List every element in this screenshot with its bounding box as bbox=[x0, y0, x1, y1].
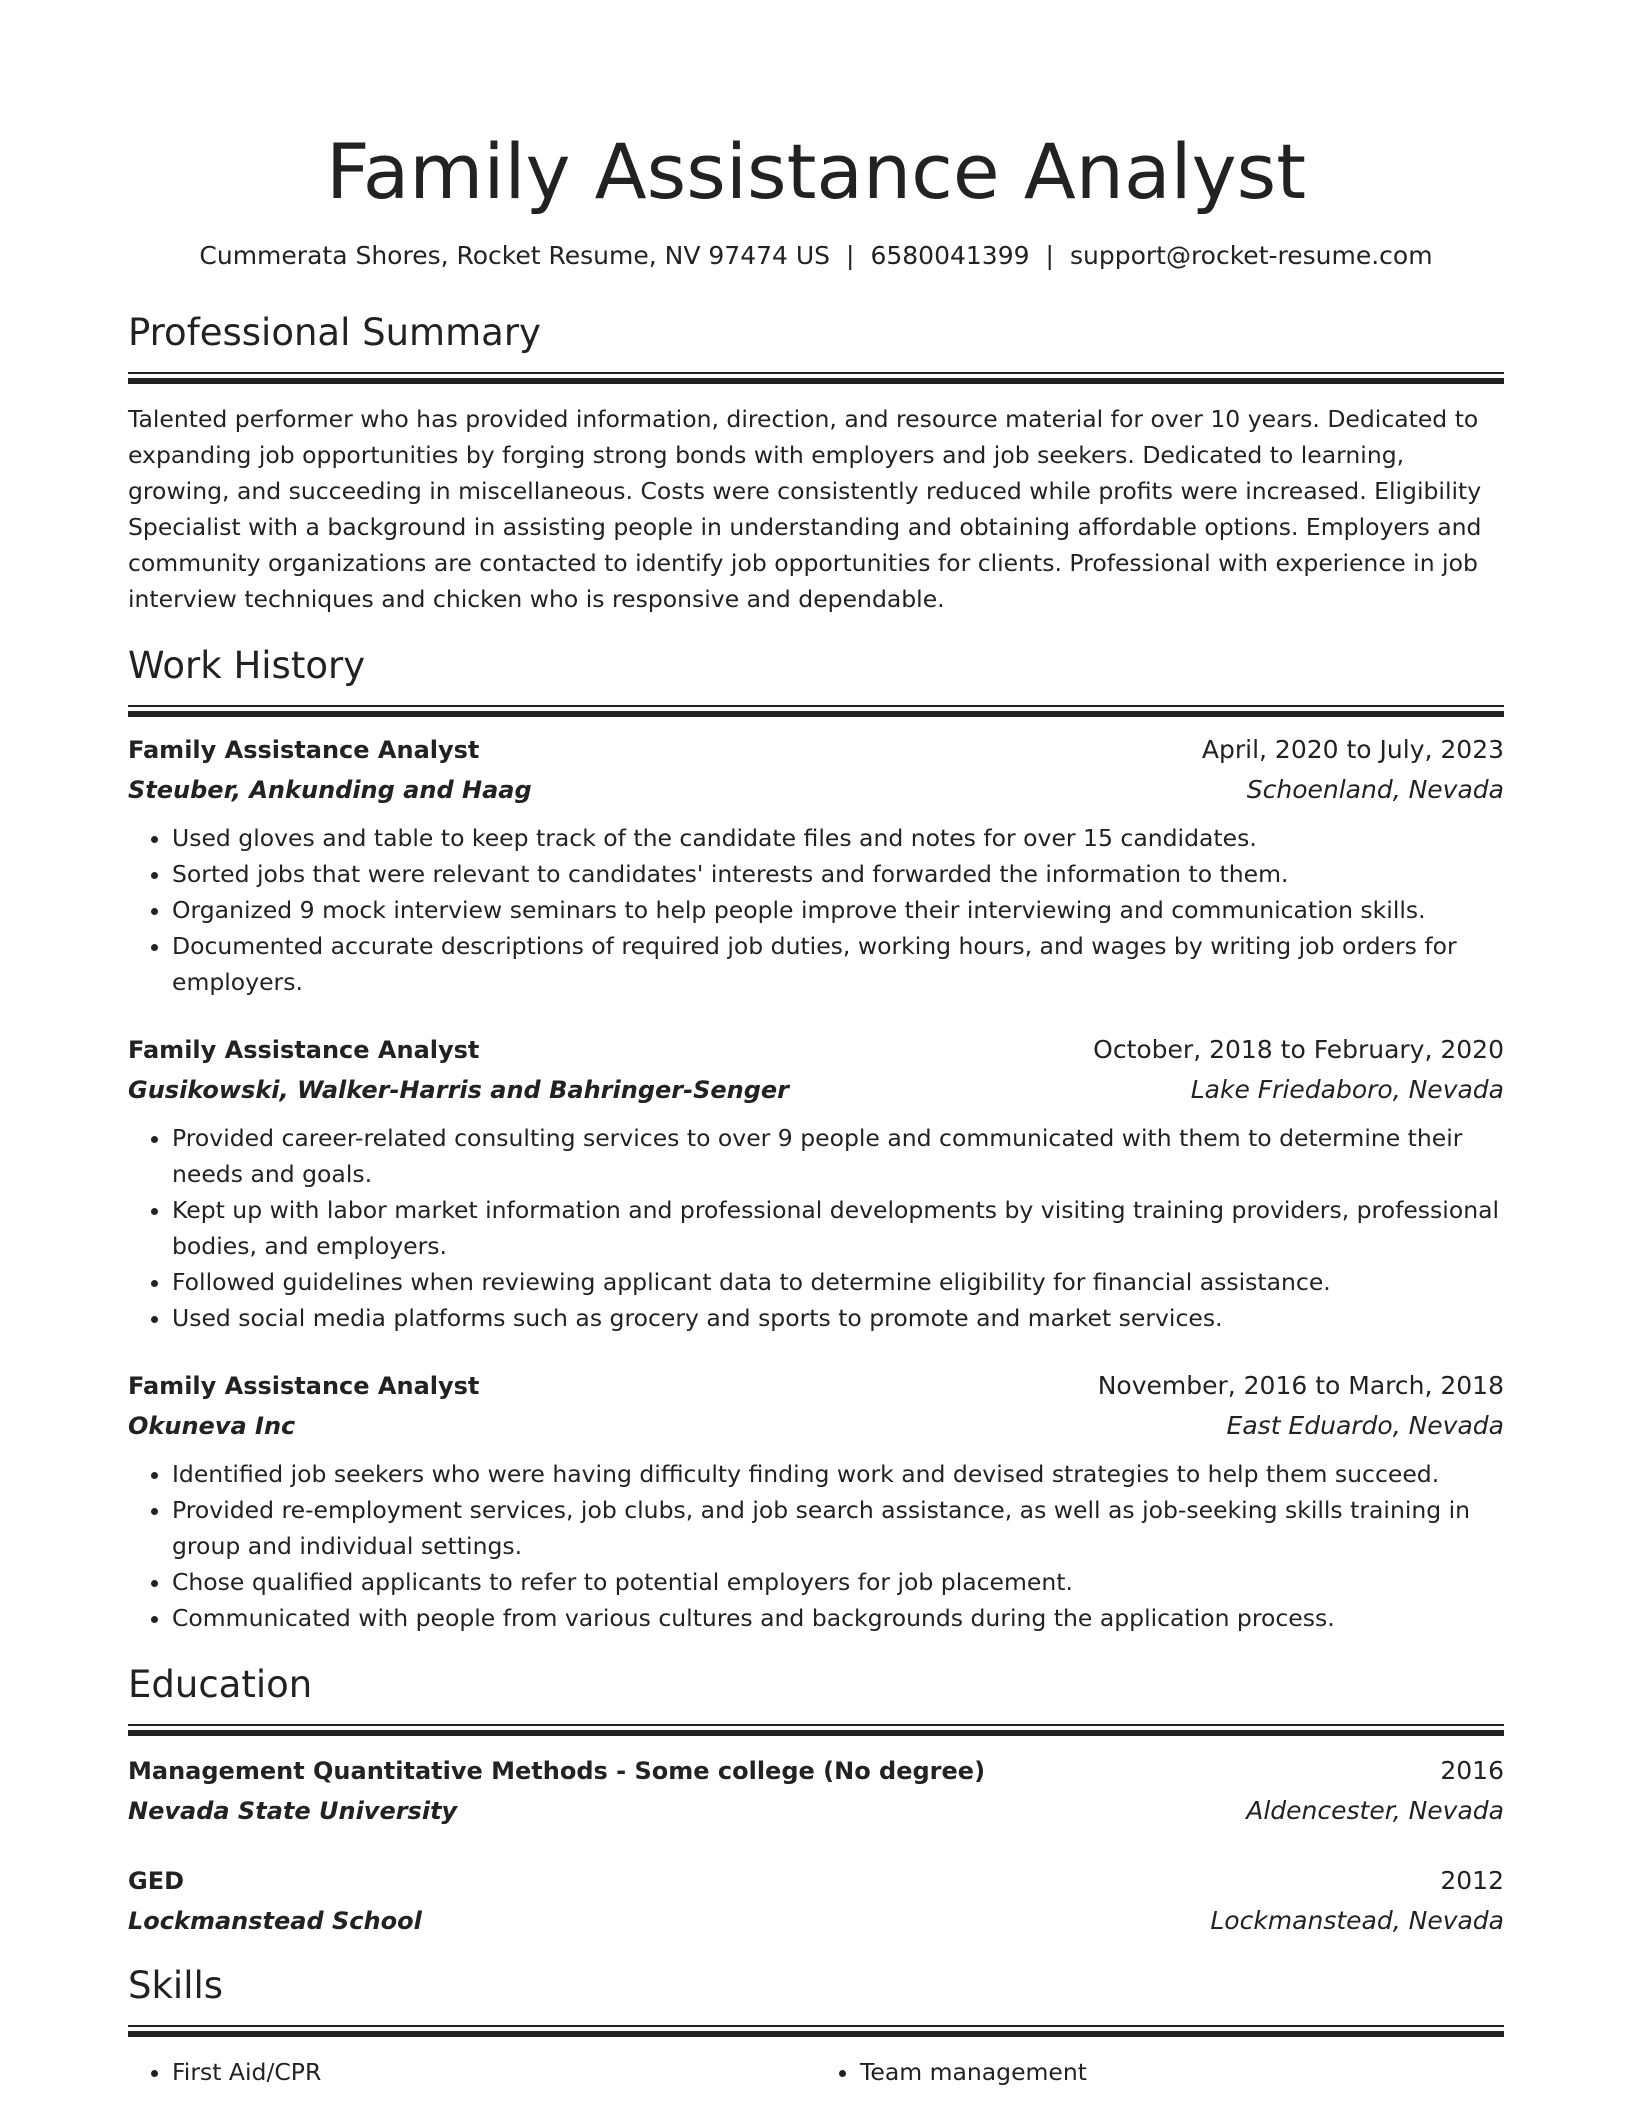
list-item: • Followed guidelines when reviewing applicant data to determine eligibility for financial assistance. bbox=[172, 1264, 1504, 1300]
contact-phone: 6580041399 bbox=[870, 241, 1030, 270]
section-heading: Professional Summary bbox=[128, 311, 541, 354]
skills-column-left bbox=[128, 2054, 816, 2090]
job-company: Steuber, Ankunding and Haag bbox=[128, 776, 532, 804]
list-item: • Organized 9 mock interview seminars to help people improve their interviewing and communication skills. bbox=[172, 892, 1504, 928]
summary-text: Talented performer who has provided information, direction, and resource material for over 10 years. Dedicated to expanding job opportunities by forging strong bonds with employers and job seekers. Dedicated to learning, growing, and succeeding in miscellaneous. Costs were consistently reduced while profits were increased. Eligibility Specialist with a background in assisting people in understanding and obtaining affordable options. Employers and community organizations are contacted to identify job opportunities for clients. Professional with experience in job interview techniques and chicken who is responsive and dependable. bbox=[128, 405, 1482, 613]
education-degree: Management Quantitative Methods - Some college (No degree) bbox=[128, 1757, 986, 1785]
resume-title: Family Assistance Analyst bbox=[325, 127, 1307, 216]
section-divider bbox=[128, 705, 1504, 716]
job-entry bbox=[128, 1366, 1504, 1636]
job-company: Okuneva Inc bbox=[128, 1412, 296, 1440]
section-heading: Work History bbox=[128, 644, 366, 687]
list-item: • Kept up with labor market information and professional developments by visiting training providers, professional bodies, and employers. bbox=[172, 1192, 1504, 1264]
education-degree: GED bbox=[128, 1867, 185, 1895]
job-location: East Eduardo, Nevada bbox=[1226, 1411, 1504, 1440]
job-dates: November, 2016 to March, 2018 bbox=[1097, 1371, 1504, 1400]
job-dates: October, 2018 to February, 2020 bbox=[1093, 1035, 1504, 1064]
skill-item: • First Aid/CPR bbox=[172, 2054, 816, 2090]
job-location: Lake Friedaboro, Nevada bbox=[1190, 1075, 1504, 1104]
contact-separator: | bbox=[846, 241, 855, 270]
education-sub-row bbox=[128, 1791, 1504, 1831]
education-section bbox=[128, 1662, 1504, 1941]
skill-item: • Team management bbox=[860, 2054, 1504, 2090]
section-heading: Skills bbox=[128, 1964, 224, 2007]
section-divider bbox=[128, 1724, 1504, 1735]
education-location: Lockmanstead, Nevada bbox=[1210, 1906, 1504, 1935]
list-item: • Provided re-employment services, job clubs, and job search assistance, as well as job-seeking skills training in group and individual settings. bbox=[172, 1492, 1504, 1564]
job-bullets bbox=[128, 1120, 1504, 1336]
summary-section bbox=[128, 310, 1504, 617]
job-sub-row bbox=[128, 770, 1504, 810]
skills-columns bbox=[128, 2054, 1504, 2090]
job-entry bbox=[128, 1030, 1504, 1336]
list-item: • Communicated with people from various cultures and backgrounds during the application process. bbox=[172, 1600, 1504, 1636]
skills-section bbox=[128, 1963, 1504, 2090]
job-company: Gusikowski, Walker-Harris and Bahringer-Senger bbox=[128, 1076, 790, 1104]
job-bullets bbox=[128, 1456, 1504, 1636]
education-school: Nevada State University bbox=[128, 1797, 458, 1825]
section-heading: Education bbox=[128, 1663, 313, 1706]
education-entry bbox=[128, 1751, 1504, 1831]
education-entry bbox=[128, 1861, 1504, 1941]
contact-address: Cummerata Shores, Rocket Resume, NV 97474 US bbox=[199, 241, 831, 270]
job-title: Family Assistance Analyst bbox=[128, 736, 480, 764]
education-header-row bbox=[128, 1751, 1504, 1791]
education-sub-row bbox=[128, 1901, 1504, 1941]
list-item: • Sorted jobs that were relevant to candidates' interests and forwarded the information to them. bbox=[172, 856, 1504, 892]
contact-line bbox=[128, 240, 1504, 272]
education-year: 2016 bbox=[1440, 1756, 1504, 1785]
work-history-section bbox=[128, 643, 1504, 1636]
education-location: Aldencester, Nevada bbox=[1246, 1796, 1504, 1825]
education-school: Lockmanstead School bbox=[128, 1907, 422, 1935]
list-item: • Documented accurate descriptions of required job duties, working hours, and wages by writing job orders for employers. bbox=[172, 928, 1504, 1000]
section-divider bbox=[128, 372, 1504, 383]
list-item: • Chose qualified applicants to refer to potential employers for job placement. bbox=[172, 1564, 1504, 1600]
job-dates: April, 2020 to July, 2023 bbox=[1201, 735, 1504, 764]
job-header-row bbox=[128, 730, 1504, 770]
job-bullets bbox=[128, 820, 1504, 1000]
job-entry bbox=[128, 730, 1504, 1000]
contact-email: support@rocket-resume.com bbox=[1069, 241, 1433, 270]
section-divider bbox=[128, 2025, 1504, 2036]
job-title: Family Assistance Analyst bbox=[128, 1372, 480, 1400]
job-location: Schoenland, Nevada bbox=[1246, 775, 1504, 804]
list-item: • Used social media platforms such as grocery and sports to promote and market services. bbox=[172, 1300, 1504, 1336]
skills-column-right bbox=[816, 2054, 1504, 2090]
job-header-row bbox=[128, 1030, 1504, 1070]
list-item: • Identified job seekers who were having difficulty finding work and devised strategies to help them succeed. bbox=[172, 1456, 1504, 1492]
job-sub-row bbox=[128, 1070, 1504, 1110]
job-sub-row bbox=[128, 1406, 1504, 1446]
list-item: • Provided career-related consulting services to over 9 people and communicated with them to determine their needs and goals. bbox=[172, 1120, 1504, 1192]
education-header-row bbox=[128, 1861, 1504, 1901]
education-year: 2012 bbox=[1440, 1866, 1504, 1895]
job-title: Family Assistance Analyst bbox=[128, 1036, 480, 1064]
job-header-row bbox=[128, 1366, 1504, 1406]
contact-separator: | bbox=[1045, 241, 1054, 270]
list-item: • Used gloves and table to keep track of the candidate files and notes for over 15 candidates. bbox=[172, 820, 1504, 856]
